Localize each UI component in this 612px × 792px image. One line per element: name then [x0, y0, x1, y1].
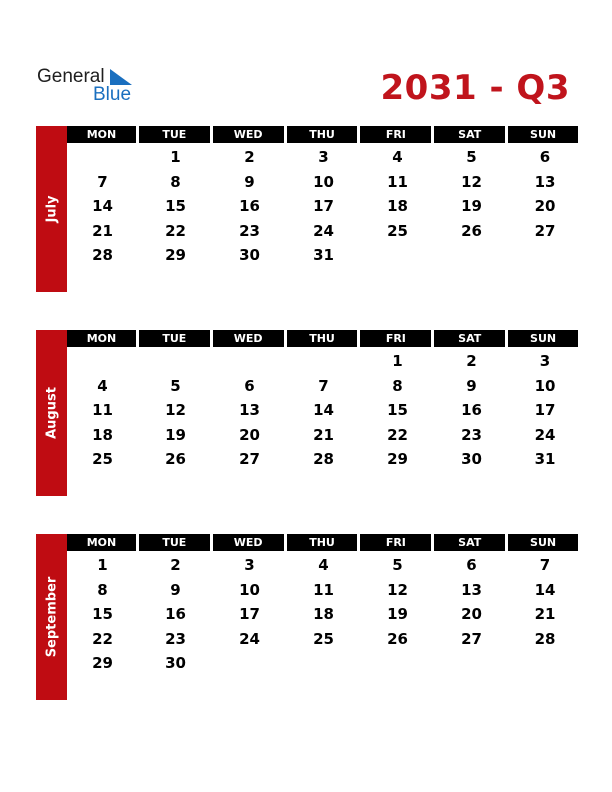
day-cell: 1 — [392, 352, 403, 370]
day-cell: 24 — [239, 629, 260, 648]
day-cell: 28 — [92, 246, 113, 264]
weekday-thu: THU — [287, 534, 358, 551]
day-cell: 24 — [534, 425, 556, 444]
day-cell: 7 — [97, 172, 108, 191]
month-label-bar — [36, 330, 67, 496]
day-cell: 22 — [387, 425, 408, 444]
day-cell: 1 — [97, 556, 108, 574]
day-cell: 3 — [539, 352, 551, 370]
day-cell: 25 — [313, 629, 334, 648]
month-name: September — [44, 576, 59, 658]
day-cell: 31 — [313, 246, 334, 264]
month-block-august — [36, 330, 578, 496]
weekday-wed: WED — [213, 534, 284, 551]
day-cell: 23 — [165, 629, 186, 648]
day-cell: 9 — [170, 580, 181, 599]
day-cell: 17 — [239, 605, 260, 623]
day-cell: 23 — [239, 221, 260, 240]
day-cell: 20 — [461, 605, 482, 623]
day-cell: 14 — [92, 197, 113, 215]
day-cell: 5 — [170, 376, 181, 395]
weekday-sat: SAT — [434, 126, 505, 143]
month-name: July — [44, 195, 59, 223]
day-cell: 29 — [165, 246, 186, 264]
weekday-fri: FRI — [360, 534, 431, 551]
day-cell: 13 — [461, 580, 482, 599]
weekday-header — [67, 126, 578, 143]
day-cell: 13 — [239, 401, 260, 419]
month-label-bar — [36, 126, 67, 292]
day-cell: 15 — [387, 401, 408, 419]
day-cell: 11 — [387, 172, 408, 191]
month-name: August — [44, 387, 59, 439]
day-cell: 30 — [461, 450, 482, 468]
day-cell: 10 — [239, 580, 260, 599]
day-cell: 10 — [534, 376, 556, 395]
day-cell: 27 — [534, 221, 556, 240]
day-cell: 4 — [318, 556, 329, 574]
day-cell: 9 — [244, 172, 255, 191]
day-cell: 15 — [165, 197, 186, 215]
day-cell: 5 — [466, 148, 477, 166]
day-cell-empty — [67, 349, 138, 374]
weekday-sun: SUN — [508, 126, 578, 143]
day-grid — [67, 145, 578, 268]
day-cell: 8 — [97, 580, 108, 599]
day-cell-empty — [287, 349, 360, 374]
day-cell: 19 — [165, 425, 186, 444]
day-cell: 17 — [534, 401, 556, 419]
day-cell: 30 — [165, 654, 186, 672]
day-cell: 10 — [313, 172, 334, 191]
day-cell: 29 — [92, 654, 113, 672]
weekday-tue: TUE — [139, 330, 210, 347]
month-block-july — [36, 126, 578, 292]
day-cell: 21 — [92, 221, 113, 240]
day-cell: 27 — [461, 629, 482, 648]
day-cell: 6 — [539, 148, 551, 166]
weekday-fri: FRI — [360, 330, 431, 347]
day-cell: 20 — [534, 197, 556, 215]
day-cell: 21 — [534, 605, 556, 623]
day-cell: 18 — [313, 605, 334, 623]
day-cell: 29 — [387, 450, 408, 468]
day-cell: 28 — [534, 629, 556, 648]
day-cell: 22 — [92, 629, 113, 648]
weekday-mon: MON — [67, 330, 136, 347]
day-cell: 9 — [466, 376, 477, 395]
day-cell: 25 — [92, 450, 113, 468]
day-cell: 16 — [239, 197, 260, 215]
day-cell: 2 — [244, 148, 255, 166]
day-cell: 24 — [313, 221, 334, 240]
day-cell: 28 — [313, 450, 334, 468]
day-cell: 2 — [466, 352, 477, 370]
day-cell: 3 — [318, 148, 329, 166]
day-cell: 23 — [461, 425, 482, 444]
day-cell: 19 — [461, 197, 482, 215]
weekday-mon: MON — [67, 534, 136, 551]
day-cell: 27 — [239, 450, 260, 468]
day-cell: 12 — [387, 580, 408, 599]
day-cell-empty — [139, 349, 212, 374]
day-cell: 16 — [165, 605, 186, 623]
day-cell: 17 — [313, 197, 334, 215]
page-title: 2031 - Q3 — [380, 68, 570, 108]
day-cell: 2 — [170, 556, 181, 574]
day-cell: 7 — [539, 556, 551, 574]
day-cell: 11 — [313, 580, 334, 599]
weekday-header — [67, 330, 578, 347]
day-cell: 1 — [170, 148, 181, 166]
day-cell: 16 — [461, 401, 482, 419]
logo-word-blue: Blue — [93, 84, 132, 105]
day-cell-empty — [213, 349, 286, 374]
day-cell: 30 — [239, 246, 260, 264]
day-cell: 12 — [461, 172, 482, 191]
logo-triangle-icon — [110, 69, 132, 85]
weekday-thu: THU — [287, 330, 358, 347]
logo-word-general: General — [37, 66, 105, 87]
day-cell: 7 — [318, 376, 329, 395]
month-label-bar — [36, 534, 67, 700]
day-cell: 31 — [534, 450, 556, 468]
day-cell: 13 — [534, 172, 556, 191]
weekday-tue: TUE — [139, 126, 210, 143]
day-cell: 20 — [239, 425, 260, 444]
weekday-thu: THU — [287, 126, 358, 143]
day-cell: 19 — [387, 605, 408, 623]
day-cell: 8 — [170, 172, 181, 191]
month-block-september — [36, 534, 578, 700]
day-cell: 3 — [244, 556, 255, 574]
weekday-sat: SAT — [434, 534, 505, 551]
weekday-wed: WED — [213, 330, 284, 347]
weekday-sat: SAT — [434, 330, 505, 347]
weekday-tue: TUE — [139, 534, 210, 551]
day-cell: 6 — [466, 556, 477, 574]
weekday-mon: MON — [67, 126, 136, 143]
weekday-sun: SUN — [508, 330, 578, 347]
day-cell: 21 — [313, 425, 334, 444]
day-grid — [67, 349, 578, 472]
weekday-fri: FRI — [360, 126, 431, 143]
weekday-wed: WED — [213, 126, 284, 143]
day-cell: 26 — [461, 221, 482, 240]
day-cell: 14 — [534, 580, 556, 599]
day-cell: 14 — [313, 401, 334, 419]
day-cell: 8 — [392, 376, 403, 395]
day-cell: 25 — [387, 221, 408, 240]
day-cell: 22 — [165, 221, 186, 240]
day-cell: 18 — [387, 197, 408, 215]
day-cell: 4 — [97, 376, 108, 395]
day-cell: 26 — [387, 629, 408, 648]
day-grid — [67, 553, 578, 676]
day-cell: 5 — [392, 556, 403, 574]
day-cell-empty — [67, 145, 138, 170]
day-cell: 4 — [392, 148, 403, 166]
day-cell: 26 — [165, 450, 186, 468]
day-cell: 6 — [244, 376, 255, 395]
day-cell: 12 — [165, 401, 186, 419]
weekday-sun: SUN — [508, 534, 578, 551]
day-cell: 11 — [92, 401, 113, 419]
weekday-header — [67, 534, 578, 551]
day-cell: 15 — [92, 605, 113, 623]
day-cell: 18 — [92, 425, 113, 444]
